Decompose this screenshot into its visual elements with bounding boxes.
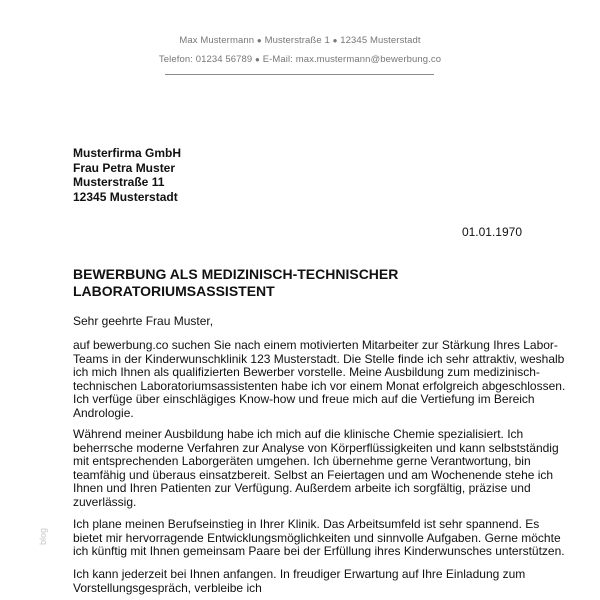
- paragraph-line: Ihnen und Ihren Patienten zur Verfügung. Außerdem arbeite ich sorgfältig, präzise und: [73, 481, 531, 496]
- body-paragraph-closing: [73, 568, 543, 595]
- recipient-city: 12345 Musterstadt: [73, 189, 178, 204]
- paragraph-line: technischen Laboratoriumsassistenten habe ich vor einem Monat erfolgreich abgeschlossen.: [73, 378, 566, 393]
- recipient-street: Musterstraße 11: [73, 175, 165, 189]
- separator-dot: ●: [332, 36, 338, 45]
- body-paragraph-skills: [73, 427, 559, 510]
- paragraph-line: mit entsprechenden Laborgeräten umgehen. Ich übernehme gerne Verantwortung, bin: [73, 454, 531, 469]
- subject-heading: [73, 266, 533, 299]
- watermark: blog: [38, 527, 48, 545]
- sender-name: Max Mustermann: [179, 35, 255, 46]
- body-paragraph-motivation: [73, 517, 565, 559]
- paragraph-line: bietet mir hervorragende Entwicklungsmöglichkeiten und sinnvolle Aufgaben. Gerne möchte: [73, 530, 561, 545]
- recipient-person: Frau Petra Muster: [73, 160, 176, 175]
- letter-date: 01.01.1970: [461, 225, 522, 239]
- subject-line: BEWERBUNG ALS MEDIZINISCH-TECHNISCHER: [73, 266, 399, 282]
- paragraph-line: Ich verfüge über einschlägiges Know-how und freue mich auf die Vertiefung im Bereich: [73, 392, 535, 407]
- recipient-company: Musterfirma GmbH: [73, 146, 182, 160]
- paragraph-line: ich mich Ihnen als qualifizierten Bewerber vorstelle. Meine Ausbildung zum medizinisch-: [73, 365, 540, 380]
- header-divider: [165, 74, 434, 75]
- paragraph-line: Während meiner Ausbildung habe ich mich auf die klinische Chemie spezialisiert. Ich: [73, 427, 524, 441]
- paragraph-line: Ich plane meinen Berufseinstieg in Ihrer Klinik. Das Arbeitsumfeld ist sehr spannend. Es: [73, 517, 540, 531]
- sender-email: E-Mail: max.mustermann@bewerbung.co: [262, 54, 442, 65]
- paragraph-line: Teams in der Kinderwunschklinik 123 Musterstadt. Die Stelle finde ich sehr attraktiv, weshalb: [73, 351, 565, 366]
- sender-address-line: [0, 35, 600, 46]
- sender-street: Musterstraße 1: [264, 35, 330, 46]
- paragraph-line: teamfähig und überaus einsatzbereit. Selbst an Feiertagen und am Wochenende stehe ich: [73, 467, 554, 482]
- paragraph-line: Andrologie.: [73, 405, 134, 420]
- paragraph-line: ich künftig mit Ihnen gemeinsam Paare bei der Erfüllung ihres Kinderwunsches unterstützen.: [73, 544, 565, 559]
- paragraph-line: beherrsche moderne Verfahren zur Analyse von Körperflüssigkeiten und kann selbstständig: [73, 440, 559, 455]
- sender-city: 12345 Musterstadt: [340, 35, 421, 46]
- salutation: Sehr geehrte Frau Muster,: [73, 314, 214, 328]
- recipient-address: [73, 146, 181, 204]
- subject-line: LABORATORIUMSASSISTENT: [73, 282, 275, 299]
- paragraph-line: auf bewerbung.co suchen Sie nach einem motivierten Mitarbeiter zur Stärkung Ihres Labor-: [73, 338, 558, 352]
- paragraph-line: Ich kann jederzeit bei Ihnen anfangen. In freudiger Erwartung auf Ihre Einladung zum: [73, 567, 526, 581]
- sender-contact-line: [0, 54, 600, 65]
- separator-dot: ●: [256, 36, 262, 45]
- paragraph-line: Vorstellungsgespräch, verbleibe ich: [73, 580, 262, 595]
- separator-dot: ●: [255, 55, 260, 64]
- sender-phone: Telefon: 01234 56789: [158, 54, 253, 65]
- body-paragraph-intro: [73, 338, 566, 421]
- paragraph-line: zuverlässig.: [73, 494, 137, 509]
